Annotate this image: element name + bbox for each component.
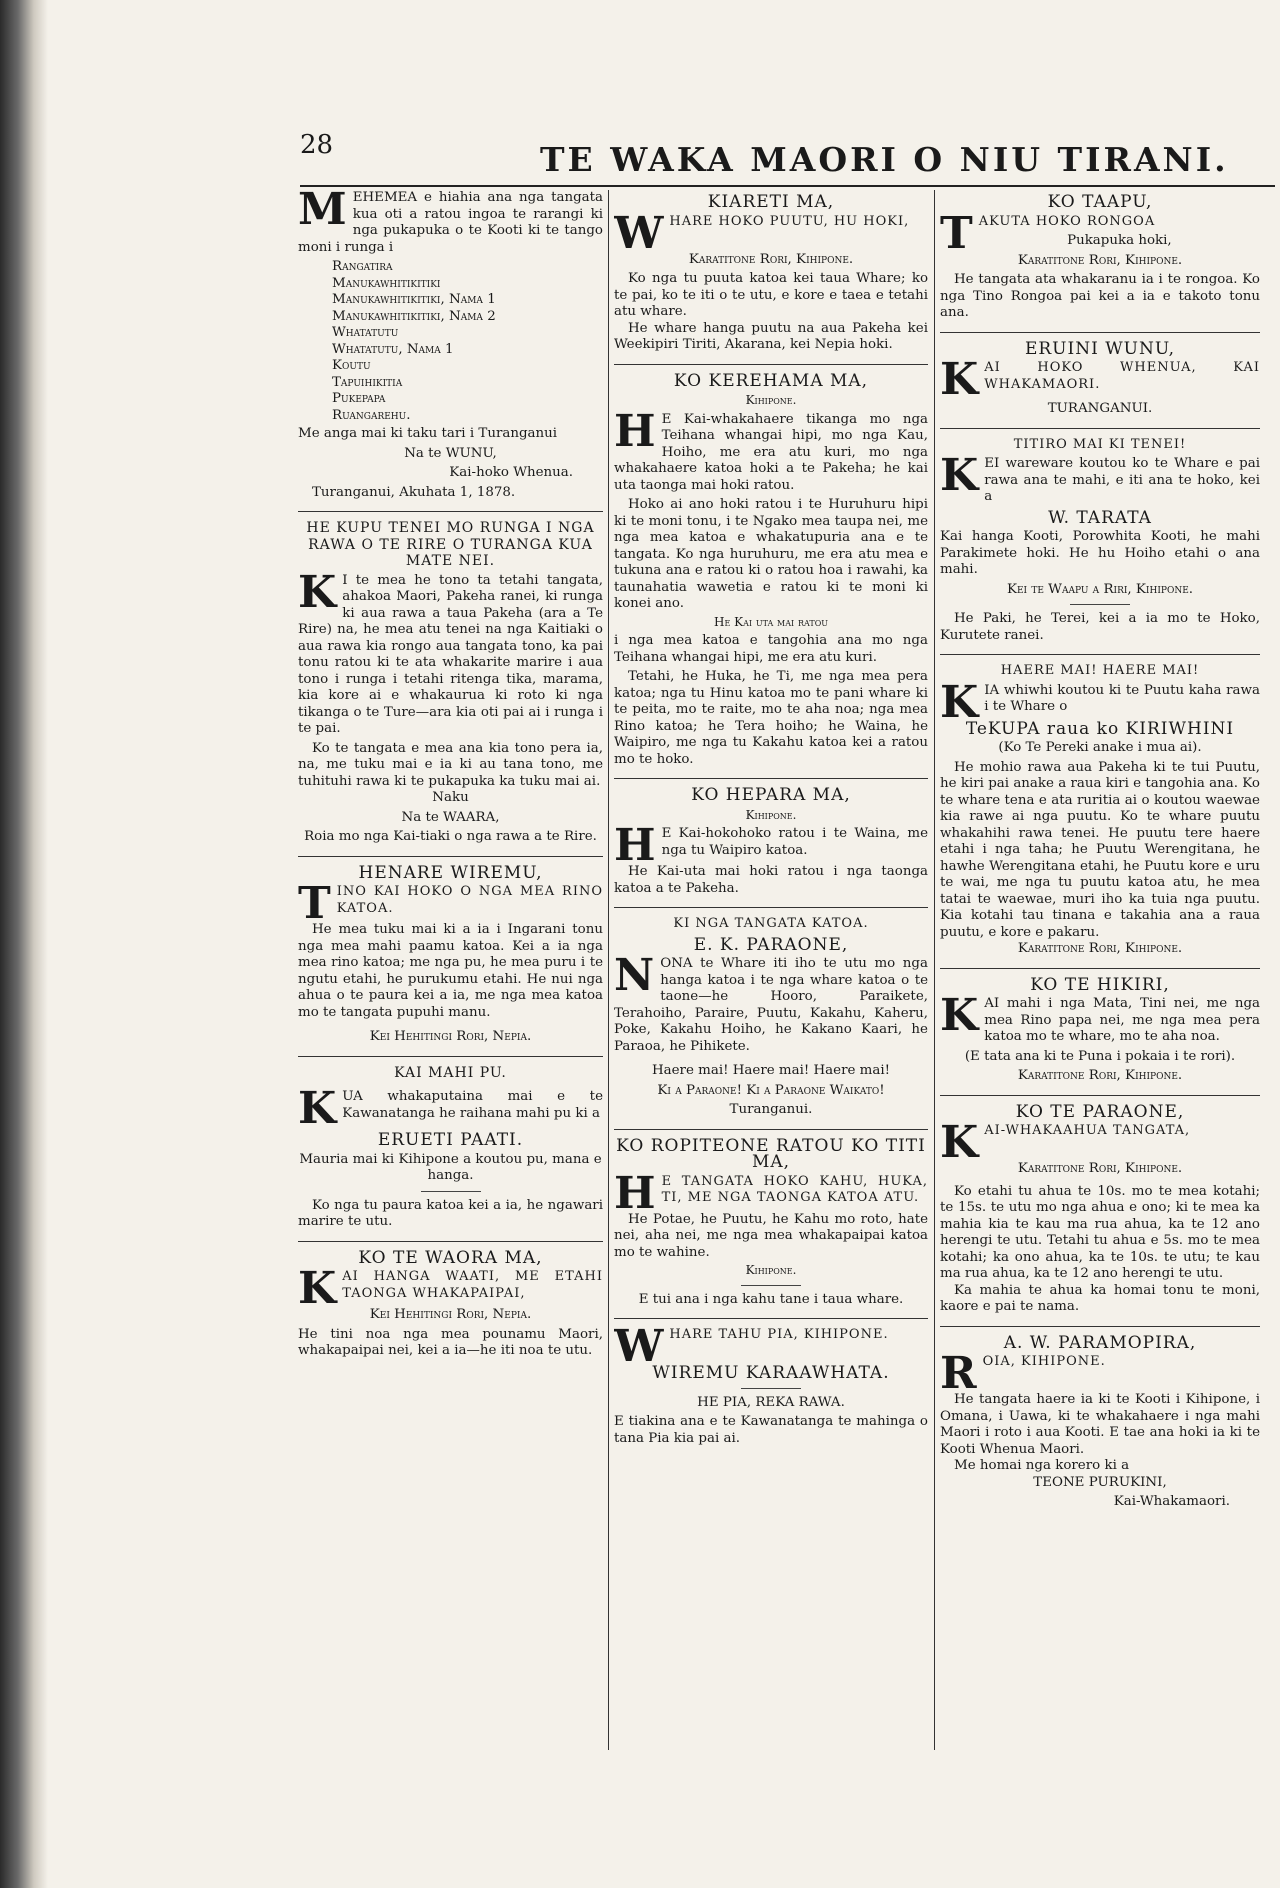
ad-place: Kihipone. [745,393,797,407]
divider [614,1318,928,1319]
binding-edge [0,0,48,1888]
ad-place: Turanganui. [729,1102,813,1117]
ad-haere-mai [940,663,1260,958]
ad-note: (Ko Te Pereki anake i mua ai). [998,740,1202,755]
divider [940,332,1260,333]
ad-titiro [940,437,1260,645]
notice-body-2: Ko te tangata e mea ana kia tono pera ia, na, me tuku mai e ia ki au tana tono, me tuhituhi rawa ki te pukapuka ka tuku mai ai. [298,740,603,789]
ad-body-2: E tui ana i nga kahu tane i taua whare. [638,1291,904,1307]
divider [614,907,928,908]
ad-eruini [940,338,1260,418]
ad-lead: HARE TAHU PIA, KIHIPONE. [669,1327,889,1342]
drop-cap: K [940,354,979,405]
divider [940,968,1260,969]
list-item: Pukepapa [332,391,386,406]
ad-hepara [614,787,928,897]
drop-cap: K [298,566,337,618]
ad-body: Ko etahi tu ahua te 10s. mo te mea kotahi; te 15s. te utu mo nga ahua e ono; ki te mea ka mahia kia te kau ma rua ahua, ka te 12 ano herengi te utu. Tetahi tu ahua e 5s. mo te mea kotahi; ka ono ahua, ka te 10s. te utu; te kau ma rua ahua, ka te 12 ano herengi te utu. [940,1183,1260,1281]
ad-lead: OIA, KIHIPONE. [982,1354,1106,1369]
ad-waora [298,1247,603,1360]
ad-body: EI wareware koutou ko te Whare e pai rawa ana te mahi, e iti ana te hoko, kei a [984,456,1260,504]
drop-cap: K [298,1263,337,1314]
notice-kupu [298,520,603,846]
ad-body: He tangata ata whakaranu ia i te rongoa. Ko nga Tino Rongoa pai kei a ia e takoto tonu ana. [940,272,1260,320]
ad-body: UA whakaputaina mai e te Kawanatanga he raihana mahi pu ki a [342,1089,603,1121]
ad-body: He tini noa nga mea pounamu Maori, whakapaipai nei, kei a ia—he iti noa te utu. [298,1326,603,1358]
drop-cap: K [940,1117,979,1168]
notice-body: I te mea he tono ta tetahi tangata, ahakoa Maori, Pakeha ranei, ki runga ki aua rawa a taua Pakeha (ara a Te Rire) na, he mea atu tenei na nga Kaitiaki o aua rawa kia rongo aua tangata tono, ka pai tonu ratou ki te ata whakarite marire i aua tono i runga i tetahi ritenga tika, marama, kia kore ai e whakaurua ki roto ki nga tikanga o te Ture—ara kia oti pai ai i runga i te pai. [298,572,603,736]
signer: Na te WAARA, [401,809,500,825]
list-item: Manukawhitikitiki, Nama 2 [332,308,496,324]
divider [298,1056,603,1057]
ad-kicker: KI NGA TANGATA KATOA. [673,916,869,931]
ad-whare-tahu-pia [614,1321,928,1447]
ad-body-2: He Kai-uta mai hoki ratou i nga taonga katoa a te Pakeha. [614,864,928,896]
list-item: Koutu [332,358,371,373]
ad-cheer-2: Ki a Paraone! Ki a Paraone Waikato! [657,1082,885,1098]
ad-title: KO TE HIKIRI, [1030,974,1170,995]
ad-paramopira [940,1332,1260,1511]
ad-address: Kei te Waapu a Riri, Kihipone. [1006,581,1194,597]
ad-address: Karatitone Rori, Kihipone. [1017,252,1183,268]
drop-cap: H [614,1167,656,1219]
ad-kiareti [614,194,928,354]
divider [940,428,1260,429]
ad-welcome: Mauria mai ki Kihipone a koutou pu, mana e hanga. [299,1151,602,1183]
ad-address: Karatitone Rori, Kihipone. [1017,941,1183,956]
list-item: Ruangarehu. [332,407,411,423]
ad-address: Karatitone Rori, Kihipone. [1017,1068,1183,1083]
notice-mehemea [298,190,603,501]
column-rule [934,190,935,1750]
short-divider [1070,604,1130,605]
drop-cap: N [614,950,655,1001]
ad-body-2: Ka mahia te ahua ka homai tonu te moni, kaore e pai te nama. [940,1282,1260,1314]
ad-name: TeKUPA raua ko KIRIWHINI [965,718,1235,739]
column-1 [298,190,603,1780]
ad-body: IA whiwhi koutou ki te Puutu kaha rawa i te Whare o [984,682,1260,714]
ad-name: WIREMU KARAAWHATA. [652,1363,890,1383]
signer: Na te WUNU, [404,445,497,461]
ad-body: He mea tuku mai ki a ia i Ingarani tonu nga mea mahi paamu katoa. Kei a ia nga mea rino katoa; me nga pu, he mea puru i te ngutu etahi, he purukumu etahi. He nui nga ahua o te paura kei a ia, me nga mea katoa mo te tangata pupuhi manu. [298,922,603,1020]
ad-place: Kihipone. [745,1263,797,1277]
ad-body-2: Kai hanga Kooti, Porowhita Kooti, he mahi Parakimete hoki. He hu Hoiho etahi o ana mahi. [940,529,1260,577]
divider [940,654,1260,655]
ad-body-3: i nga mea katoa e tangohia ana mo nga Teihana whangai hipi, me era atu kuri. [614,633,928,665]
ad-henare [298,862,603,1046]
ad-body-4: Tetahi, he Huka, he Ti, me nga mea pera katoa; nga tu Hinu katoa mo te pani whare ki te peita, mo te raite, mo te aha noa; nga mea Rino katoa; he Tera hoiho; he Waina, he Waipiro, me nga tu Kakahu katoa kei a ratou mo te hoko. [614,669,928,767]
page-number: 28 [300,130,334,160]
ad-title: KO TE PARAONE, [1015,1101,1185,1122]
ad-body-2: Hoko ai ano hoki ratou i te Huruhuru hipi ki te moni tonu, i te Ngako mea taupa nei, me nga mea katoa e whakatupuria ana e te tangata. Ko nga huruhuru, me era atu mea e tukuna ana e ratou ki o ratou hoa i rawahi, ka taunahatia wawetia e ratou ki te moni ki konei ano. [614,497,928,611]
signer-title: Kai-hoko Whenua. [449,465,573,480]
column-2 [614,190,928,1780]
ad-body: Ko nga tu puuta katoa kei taua Whare; ko te pai, ko te iti o te utu, e kore e taea e tetahi atu whare. [614,271,928,319]
ad-name-title: Kai-Whakamaori. [1113,1494,1230,1509]
ad-kai-mahi-pu [298,1065,603,1231]
ad-name: ERUETI PAATI. [377,1130,524,1150]
ad-title: KO TE WAORA MA, [358,1247,543,1268]
ad-ropiteone [614,1135,928,1309]
ad-body-3: He Paki, he Terei, kei a ia mo te Hoko, Kurutete ranei. [940,611,1260,643]
ad-lead: E TANGATA HOKO KAHU, HUKA, TI, ME NGA TAONGA KATOA ATU. [661,1173,928,1205]
notice-body: EHEMEA e hiahia ana nga tangata kua oti a ratou ingoa te rarangi ki nga pukapuka o te Kooti ki te tango moni i runga i [298,190,603,255]
signer-title: Roia mo nga Kai-tiaki o nga rawa a te Rire. [304,829,597,844]
drop-cap: H [614,405,656,457]
list-item: Whatatutu, Nama 1 [332,341,454,357]
list-item: Tapuihikitia [332,374,403,390]
ad-body: He tangata haere ia ki te Kooti i Kihipone, i Omana, i Uawa, ki te whakahaere i nga mahi Maori i roto i aua Kooti. E tae ana hoki ia ki te Kooti Whenua Maori. [940,1392,1260,1457]
drop-cap: M [298,190,347,235]
ad-lead: AI HOKO WHENUA, KAI WHAKAMAORI. [984,360,1260,392]
list-item: Whatatutu [332,325,399,340]
ad-note: Ko nga tu paura katoa kei a ia, he ngawari marire te utu. [298,1197,603,1229]
divider [614,778,928,779]
ad-kicker: TITIRO MAI KI TENEI! [1013,436,1187,452]
ad-body: E tiakina ana e te Kawanatanga te mahinga o tana Pia kia pai ai. [614,1414,928,1446]
drop-cap: W [614,1321,664,1372]
ad-title: HENARE WIREMU, [358,862,543,883]
divider [940,1326,1260,1327]
ad-title: ERUINI WUNU, [1024,338,1176,359]
ad-cheer: Haere mai! Haere mai! Haere mai! [651,1063,891,1078]
ad-lead-2: Pukapuka hoki, [1067,233,1172,248]
ad-title: KO ROPITEONE RATOU KO TITI MA, [616,1135,926,1172]
ad-name: W. TARATA [1048,507,1152,528]
ad-paraone-2 [940,1101,1260,1316]
ad-lead: INO KAI HOKO O NGA MEA RINO KATOA. [336,884,603,916]
ad-lead: AI HANGA WAATI, ME ETAHI TAONGA WHAKAPAIPAI, [342,1269,603,1301]
instruction: Me anga mai ki taku tari i Turanganui [298,426,558,441]
ad-tag: HE PIA, REKA RAWA. [697,1394,845,1410]
short-divider [741,1285,801,1286]
drop-cap: K [298,1083,337,1134]
ad-body: E Kai-whakahaere tikanga mo nga Teihana whangai hipi, mo nga Kau, Hoiho, me era atu kuri, mo nga whakahaere katoa hoki a te Pakeha; he kai uta taonga mai hoki ratou. [614,411,928,493]
list-item: Rangatira [332,259,393,274]
ad-title: KIARETI MA, [707,192,835,212]
ad-title: A. W. PARAMOPIRA, [1003,1332,1197,1353]
ad-kerehama [614,370,928,769]
list-item: Manukawhitikitiki, Nama 1 [332,292,496,307]
divider [940,1095,1260,1096]
ad-title: KO KEREHAMA MA, [673,370,869,391]
ad-body-2: Me homai nga korero ki a [954,1458,1130,1473]
divider [298,856,603,857]
ad-address: Kei Hehitingi Rori, Nepia. [369,1307,532,1322]
divider [614,1129,928,1130]
ad-note: (E tata ana ki te Puna i pokaia i te rori). [964,1048,1236,1064]
drop-cap: W [614,207,664,259]
ad-body: AI mahi i nga Mata, Tini nei, me nga mea Rino papa nei, me nga mea pera katoa mo te whare, mo te aha noa. [984,996,1260,1044]
header-rule [300,185,1275,187]
divider [298,511,603,512]
drop-cap: K [940,450,979,501]
ad-title: E. K. PARAONE, [693,934,849,955]
ad-place: Kihipone. [745,807,797,822]
ad-body: He Potae, he Puutu, he Kahu mo roto, hate nei, aha nei, me nga mea whakapaipai katoa mo te wahine. [614,1211,928,1260]
ad-title: KO HEPARA MA, [691,785,851,805]
block-list [298,259,603,424]
short-divider [421,1191,481,1192]
drop-cap: T [298,878,331,929]
ad-paraone [614,916,928,1119]
short-divider [741,1388,801,1389]
ad-subhead: He Kai uta mai ratou [713,614,828,629]
date: Turanganui, Akuhata 1, 1878. [312,484,516,500]
naku: Naku [432,790,469,805]
drop-cap: K [940,676,979,728]
ad-address: Karatitone Rori, Kihipone. [1017,1161,1183,1176]
ad-lead: AI-WHAKAAHUA TANGATA, [984,1123,1191,1138]
ad-body: ONA te Whare iti iho te utu mo nga hanga katoa i te nga whare katoa o te taone—he Hooro, Paraikete, Terahoiho, Paraire, Puutu, Kakahu, Kaheru, Poke, Kakahu Hoiho, he Kakano Kaari, he Paraoa, he Pihikete. [614,956,928,1054]
ad-taapu [940,194,1260,322]
ad-address: Karatitone Rori, Kihipone. [688,251,854,267]
notice-title: HE KUPU TENEI MO RUNGA I NGA RAWA O TE RIRE O TURANGA KUA MATE NEI. [306,520,595,569]
divider [614,364,928,365]
divider [298,1241,603,1242]
ad-body-2: He whare hanga puutu na aua Pakeha kei Weekipiri Tiriti, Akarana, kei Nepia hoki. [614,320,928,352]
ad-title: KAI MAHI PU. [394,1064,507,1081]
ad-hikiri [940,974,1260,1085]
ad-place: TURANGANUI. [1047,401,1153,416]
column-rule [608,190,609,1750]
ad-name: TEONE PURUKINI, [1033,1474,1167,1490]
ad-address: Kei Hehitingi Rori, Nepia. [369,1029,532,1044]
ad-body: E Kai-hokohoko ratou i te Waina, me nga tu Waipiro katoa. [661,826,928,858]
ad-title: KO TAAPU, [1047,192,1153,212]
column-3 [940,190,1260,1780]
ad-lead: AKUTA HOKO RONGOA [978,213,1156,229]
drop-cap: H [614,820,656,871]
ad-lead: HARE HOKO PUUTU, HU HOKI, [669,213,910,229]
drop-cap: T [940,207,973,259]
drop-cap: K [940,990,979,1041]
masthead-title: TE WAKA MAORI O NIU TIRANI. [540,140,1229,179]
list-item: Manukawhitikitiki [332,275,441,291]
ad-body-2: He mohio rawa aua Pakeha ki te tui Puutu, he kiri pai anake a raua kiri e tangohia ana. Ko te whare tena e ata ruritia ai o koutou waewae kia rawe ai nga puutu. Ko te whare puutu whakahihi rawa tenei. He puutu tere haere etahi i nga taha; he Puutu Werengitana, he hawhe Werengitana etahi, he Puutu kore e uru te wai, me nga tu puutu katoa atu, he mea tatai te waewae, muri iho ka tuia nga puutu. Kia kotahi tau tinana e takahia ana a raua puutu, e kore e pakaru. [940,759,1260,940]
drop-cap: R [940,1348,977,1399]
ad-kicker: HAERE MAI! HAERE MAI! [1000,663,1200,678]
